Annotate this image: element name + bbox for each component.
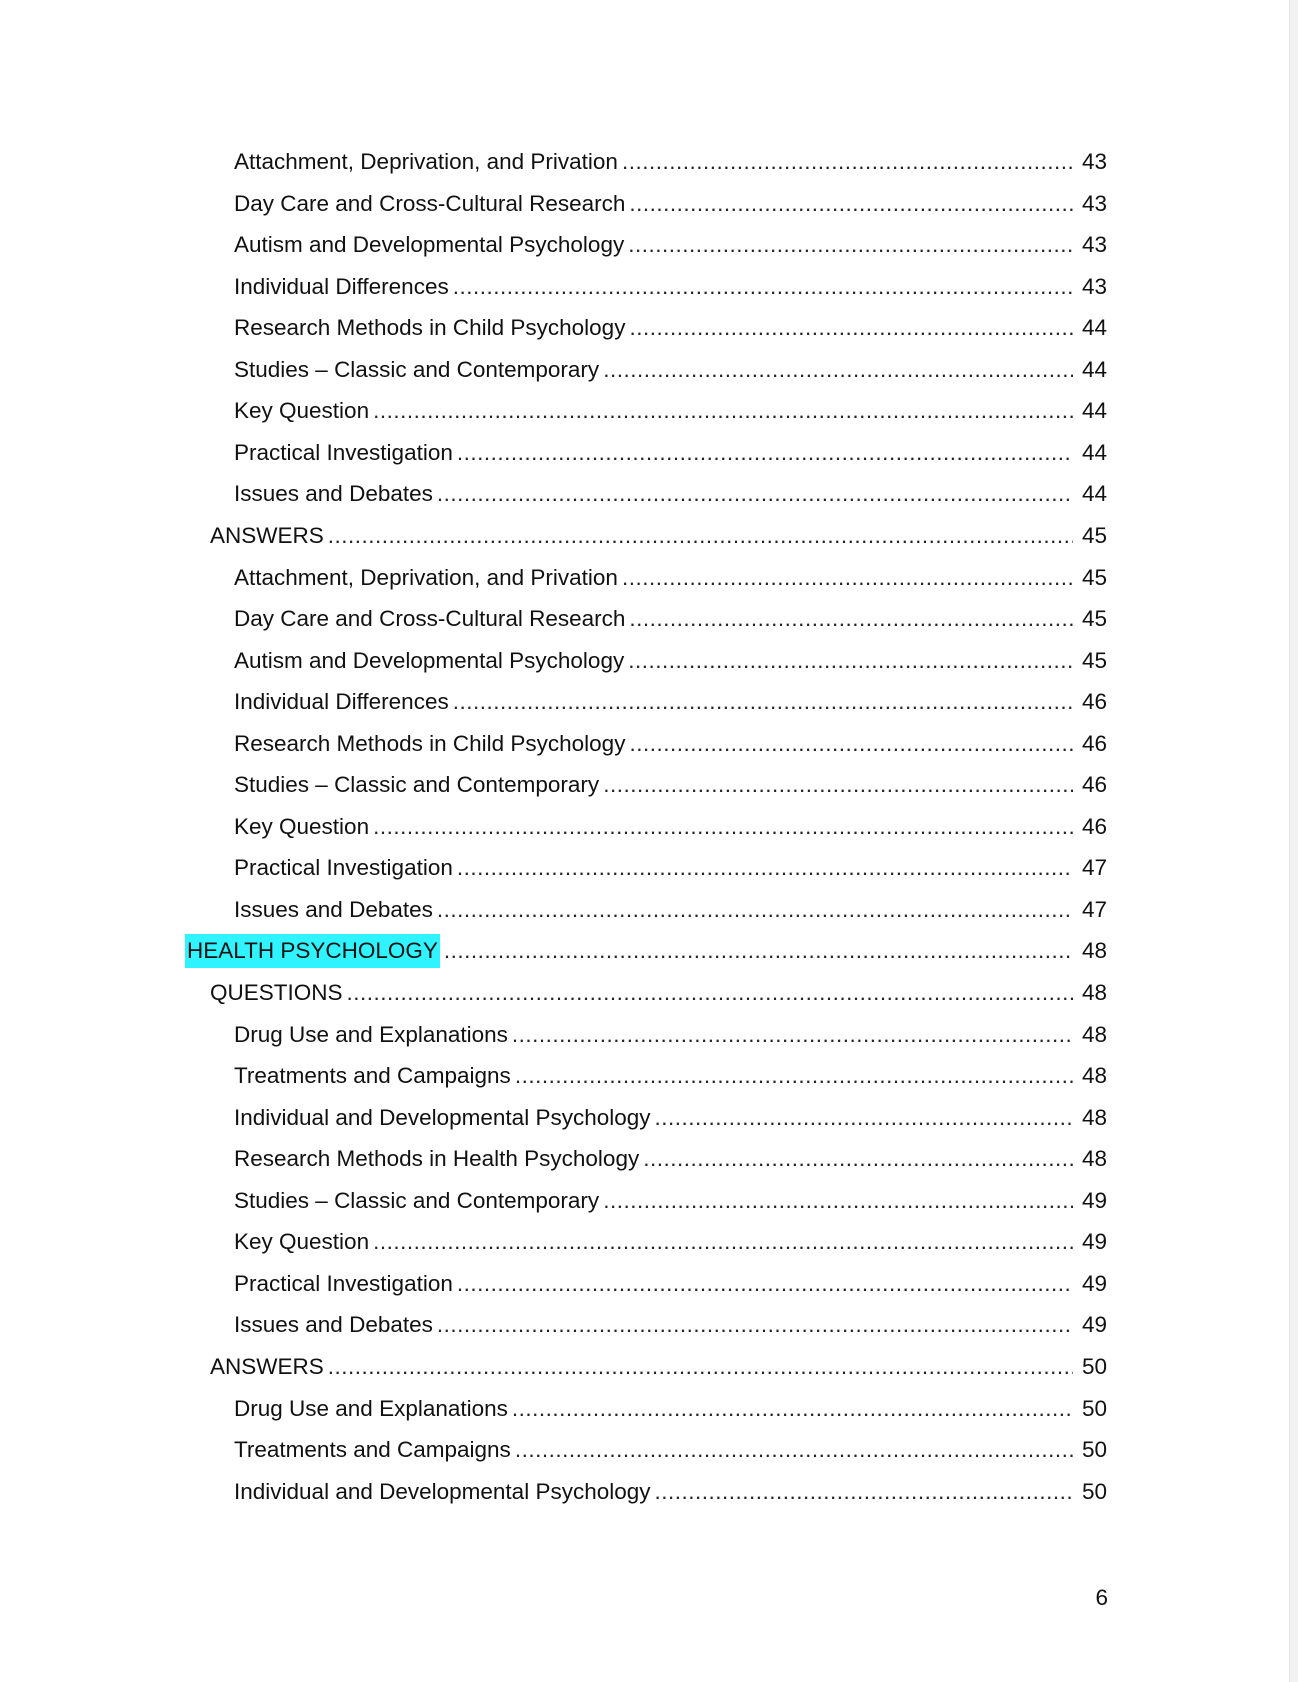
toc-entry-title: Research Methods in Child Psychology <box>234 315 626 341</box>
toc-entry-title: Individual Differences <box>234 689 449 715</box>
toc-entry-title: Research Methods in Health Psychology <box>234 1146 640 1172</box>
toc-entry-title: Research Methods in Child Psychology <box>234 730 626 756</box>
toc-entry-title: Key Question <box>234 1229 370 1255</box>
toc-dot-leader <box>515 1059 1073 1093</box>
toc-entry[interactable] <box>234 685 1107 719</box>
toc-entry[interactable] <box>234 1475 1107 1509</box>
toc-dot-leader <box>629 311 1073 345</box>
toc-dot-leader <box>655 1101 1073 1135</box>
toc-entry[interactable] <box>234 1267 1107 1301</box>
toc-entry-title: Autism and Developmental Psychology <box>234 647 625 673</box>
toc-entry-page: 48 <box>1081 1146 1107 1172</box>
toc-entry[interactable] <box>234 1225 1107 1259</box>
toc-entry[interactable] <box>234 893 1107 927</box>
toc-entry-title: Drug Use and Explanations <box>234 1395 508 1421</box>
toc-entry-page: 45 <box>1081 564 1107 590</box>
toc-entry-title: Drug Use and Explanations <box>234 1021 508 1047</box>
toc-entry-title: Studies – Classic and Contemporary <box>234 356 600 382</box>
toc-entry-page: 48 <box>1081 1104 1107 1130</box>
toc-entry-page: 49 <box>1081 1187 1107 1213</box>
toc-dot-leader <box>328 1350 1073 1384</box>
toc-entry[interactable] <box>210 519 1107 553</box>
toc-entry-page: 46 <box>1081 772 1107 798</box>
toc-entry-title: Issues and Debates <box>234 1312 433 1338</box>
toc-entry-page: 46 <box>1081 730 1107 756</box>
toc-entry-page: 49 <box>1081 1229 1107 1255</box>
toc-dot-leader <box>629 187 1073 221</box>
toc-entry-title: Key Question <box>234 398 370 424</box>
toc-entry-title: Studies – Classic and Contemporary <box>234 772 600 798</box>
toc-dot-leader <box>628 228 1073 262</box>
toc-entry-page: 43 <box>1081 273 1107 299</box>
toc-entry-title: Day Care and Cross-Cultural Research <box>234 606 626 632</box>
toc-dot-leader <box>628 644 1073 678</box>
toc-entry-page: 47 <box>1081 855 1107 881</box>
toc-entry[interactable] <box>234 644 1107 678</box>
toc-entry-title: Individual Differences <box>234 273 449 299</box>
toc-entry[interactable] <box>210 976 1107 1010</box>
toc-dot-leader <box>622 561 1073 595</box>
toc-dot-leader <box>437 893 1073 927</box>
toc-entry-page: 48 <box>1081 1021 1107 1047</box>
toc-entry[interactable] <box>234 768 1107 802</box>
toc-entry-page: 48 <box>1081 980 1107 1005</box>
page-number: 6 <box>1095 1585 1108 1610</box>
toc-entry-page: 50 <box>1081 1478 1107 1504</box>
toc-entry-page: 43 <box>1081 149 1107 174</box>
toc-entry[interactable] <box>234 1101 1107 1135</box>
toc-entry-page: 44 <box>1081 356 1107 382</box>
toc-entry[interactable] <box>234 1018 1107 1052</box>
toc-entry-page: 44 <box>1081 315 1107 341</box>
toc-entry-title: Day Care and Cross-Cultural Research <box>234 190 626 216</box>
toc-dot-leader <box>437 477 1073 511</box>
toc-dot-leader <box>603 768 1073 802</box>
toc-entry-page: 43 <box>1081 190 1107 216</box>
toc-entry[interactable] <box>234 477 1107 511</box>
toc-dot-leader <box>453 270 1073 304</box>
toc-entry[interactable] <box>234 145 1107 179</box>
toc-entry-title: Key Question <box>234 813 370 839</box>
toc-entry-title: Practical Investigation <box>234 855 453 881</box>
toc-entry[interactable] <box>234 810 1107 844</box>
toc-entry-page: 45 <box>1081 647 1107 673</box>
toc-dot-leader <box>643 1142 1073 1176</box>
toc-dot-leader <box>457 1267 1073 1301</box>
toc-entry-title: QUESTIONS <box>210 980 343 1005</box>
toc-dot-leader <box>453 685 1073 719</box>
toc-entry[interactable] <box>234 1308 1107 1342</box>
toc-entry[interactable] <box>234 851 1107 885</box>
toc-dot-leader <box>622 145 1073 179</box>
toc-dot-leader <box>655 1475 1073 1509</box>
toc-entry[interactable] <box>234 561 1107 595</box>
toc-entry-title: Studies – Classic and Contemporary <box>234 1187 600 1213</box>
toc-dot-leader <box>437 1308 1073 1342</box>
toc-entry-title: Individual and Developmental Psychology <box>234 1478 651 1504</box>
toc-dot-leader <box>512 1018 1073 1052</box>
toc-entry-title: Practical Investigation <box>234 439 453 465</box>
toc-dot-leader <box>512 1392 1073 1426</box>
toc-dot-leader <box>444 934 1073 968</box>
toc-dot-leader <box>347 976 1073 1010</box>
toc-entry-page: 46 <box>1081 689 1107 715</box>
toc-dot-leader <box>373 810 1073 844</box>
toc-entry-title: Issues and Debates <box>234 896 433 922</box>
toc-entry[interactable] <box>234 1184 1107 1218</box>
toc-entry[interactable] <box>234 353 1107 387</box>
toc-entry-page: 48 <box>1081 1063 1107 1089</box>
toc-entry-page: 50 <box>1081 1353 1107 1379</box>
toc-entry[interactable] <box>234 1392 1107 1426</box>
toc-entry-title: Attachment, Deprivation, and Privation <box>234 149 618 174</box>
toc-entry[interactable] <box>234 311 1107 345</box>
toc-dot-leader <box>457 851 1073 885</box>
toc-dot-leader <box>515 1433 1073 1467</box>
toc-dot-leader <box>373 394 1073 428</box>
toc-entry[interactable] <box>234 270 1107 304</box>
toc-entry-page: 49 <box>1081 1312 1107 1338</box>
toc-entry-title-highlighted: HEALTH PSYCHOLOGY <box>185 934 440 968</box>
toc-dot-leader <box>328 519 1073 553</box>
toc-entry-page: 45 <box>1081 522 1107 548</box>
toc-entry-title: Individual and Developmental Psychology <box>234 1104 651 1130</box>
toc-entry-title: ANSWERS <box>210 1353 324 1379</box>
toc-entry[interactable] <box>210 1350 1107 1384</box>
toc-entry-title: Attachment, Deprivation, and Privation <box>234 564 618 590</box>
toc-entry-page: 44 <box>1081 398 1107 424</box>
page-edge <box>1289 0 1298 1682</box>
toc-entry[interactable] <box>234 727 1107 761</box>
toc-entry-page: 47 <box>1081 896 1107 922</box>
toc-entry[interactable] <box>234 436 1107 470</box>
toc-entry-page: 44 <box>1081 481 1107 507</box>
toc-dot-leader <box>457 436 1073 470</box>
toc-entry-title: Treatments and Campaigns <box>234 1063 511 1089</box>
toc-dot-leader <box>373 1225 1073 1259</box>
toc-dot-leader <box>603 1184 1073 1218</box>
toc-entry[interactable] <box>234 394 1107 428</box>
toc-entry-title: Practical Investigation <box>234 1270 453 1296</box>
toc-entry-page: 48 <box>1081 938 1107 964</box>
toc-entry-page: 50 <box>1081 1395 1107 1421</box>
toc-entry-title: Autism and Developmental Psychology <box>234 232 625 258</box>
toc-entry[interactable] <box>234 228 1107 262</box>
toc-entry-page: 44 <box>1081 439 1107 465</box>
toc-entry-title: Issues and Debates <box>234 481 433 507</box>
toc-dot-leader <box>629 602 1073 636</box>
toc-entry[interactable] <box>234 1059 1107 1093</box>
toc-entry[interactable] <box>187 934 1107 968</box>
toc-entry-page: 49 <box>1081 1270 1107 1296</box>
toc-dot-leader <box>629 727 1073 761</box>
toc-entry[interactable] <box>234 187 1107 221</box>
toc-entry[interactable] <box>234 1142 1107 1176</box>
toc-entry-page: 46 <box>1081 813 1107 839</box>
toc-entry[interactable] <box>234 1433 1107 1467</box>
toc-entry-page: 43 <box>1081 232 1107 258</box>
toc-dot-leader <box>603 353 1073 387</box>
toc-entry[interactable] <box>234 602 1107 636</box>
toc-entry-title: Treatments and Campaigns <box>234 1437 511 1463</box>
toc-entry-page: 45 <box>1081 606 1107 632</box>
toc-entry-page: 50 <box>1081 1437 1107 1463</box>
toc-entry-title: ANSWERS <box>210 522 324 548</box>
